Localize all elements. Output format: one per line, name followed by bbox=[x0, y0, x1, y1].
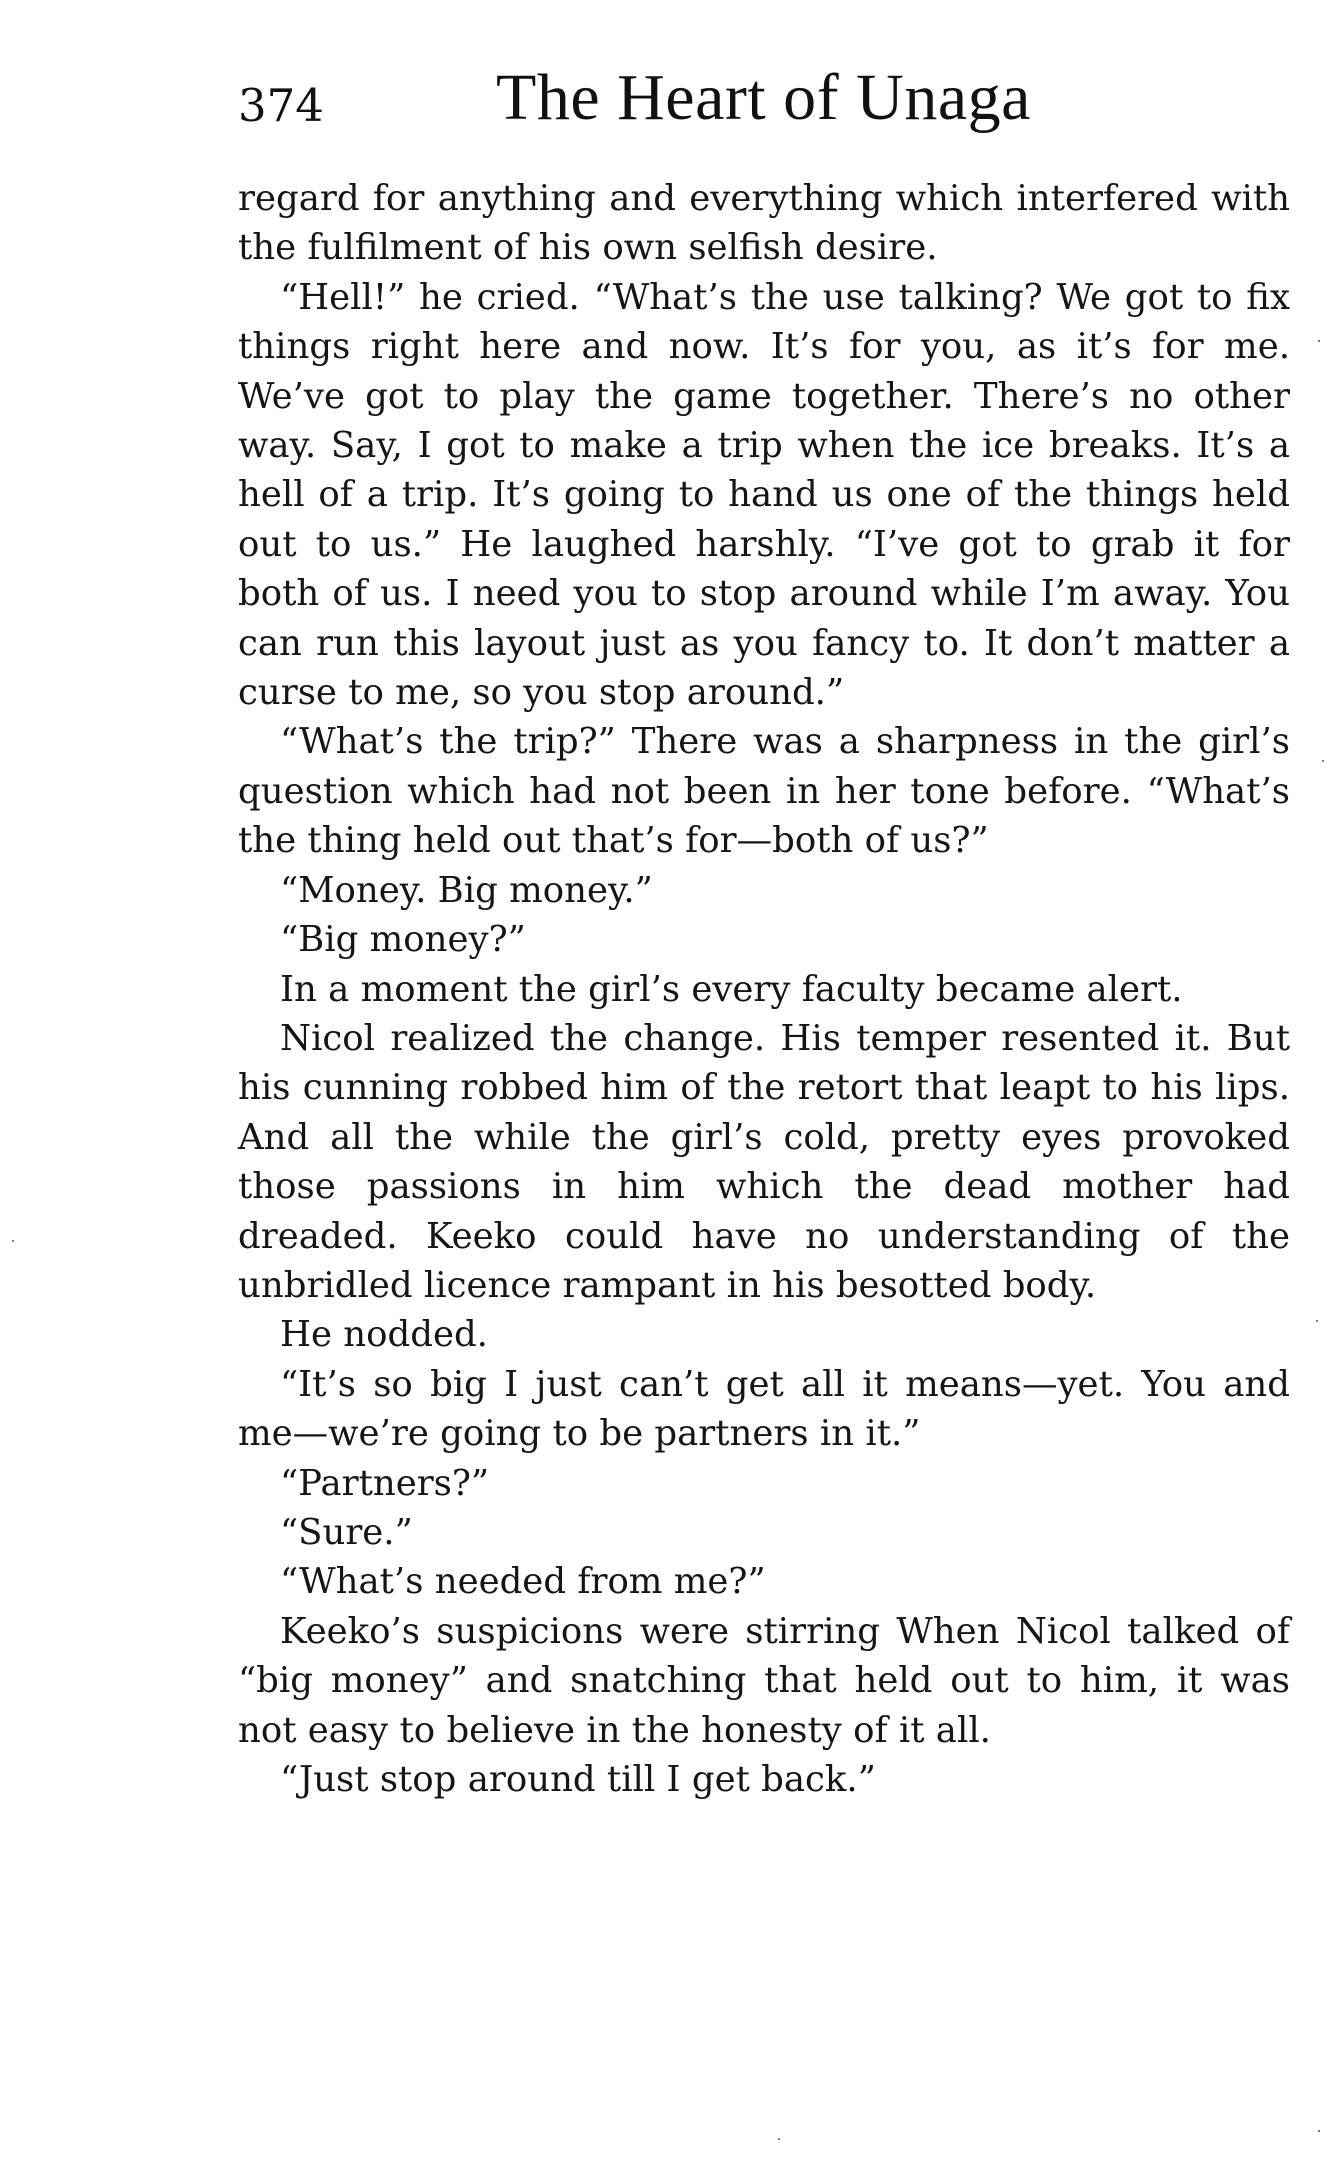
paragraph: regard for anything and everything which interfered with the fulfilment of his own selfish desire. bbox=[238, 178, 1290, 269]
paper-speck bbox=[1318, 2130, 1320, 2132]
paper-speck bbox=[12, 1240, 14, 1242]
paragraph: “Big money?” bbox=[280, 919, 526, 961]
paragraph: “Money. Big money.” bbox=[280, 869, 653, 911]
paragraph: “It’s so big I just can’t get all it means—yet. You and me—we’re going to be partners in it.” bbox=[238, 1363, 1290, 1455]
paragraph: Keeko’s suspicions were stirring When Nicol talked of “big money” and snatching that held out to him, it was not easy to believe in the honesty of it all. bbox=[238, 1610, 1290, 1751]
paragraph: Nicol realized the change. His temper resented it. But his cunning robbed him of the retort that leapt to his lips. And all the while the girl’s cold, pretty eyes provoked those passions in him which the dead mother had dreaded. Keeko could have no understanding of the unbridled licence rampant in his besotted body. bbox=[238, 1017, 1290, 1306]
page-number: 374 bbox=[238, 79, 324, 132]
paragraph: “What’s needed from me?” bbox=[280, 1561, 766, 1603]
paragraph: He nodded. bbox=[280, 1314, 488, 1356]
paragraph: “Sure.” bbox=[280, 1511, 413, 1553]
paragraph: In a moment the girl’s every faculty became alert. bbox=[280, 968, 1183, 1010]
page-header bbox=[238, 58, 1290, 148]
paragraph: “What’s the trip?” There was a sharpness in the girl’s question which had not been in her tone before. “What’s the thing held out that’s for—both of us?” bbox=[238, 721, 1290, 862]
paper-speck bbox=[1322, 760, 1324, 762]
body-text bbox=[238, 174, 1290, 1804]
paragraph: “Just stop around till I get back.” bbox=[280, 1759, 876, 1800]
paper-speck bbox=[1316, 1320, 1318, 1322]
paragraph: “Hell!” he cried. “What’s the use talking? We got to fix things right here and now. It’s for you, as it’s for me. We’ve got to play the game together. There’s no other way. Say, I got to make a trip when the ice breaks. It’s a hell of a trip. It’s going to hand us one of the things held out to us.” He laughed harshly. “I’ve got to grab it for both of us. I need you to stop around while I’m away. You can run this layout just as you fancy to. It don’t matter a curse to me, so you stop around.” bbox=[238, 276, 1290, 714]
paragraph: “Partners?” bbox=[280, 1462, 490, 1504]
paper-speck bbox=[1318, 340, 1320, 342]
running-title: The Heart of Unaga bbox=[496, 61, 1031, 134]
paper-speck bbox=[778, 2138, 780, 2140]
